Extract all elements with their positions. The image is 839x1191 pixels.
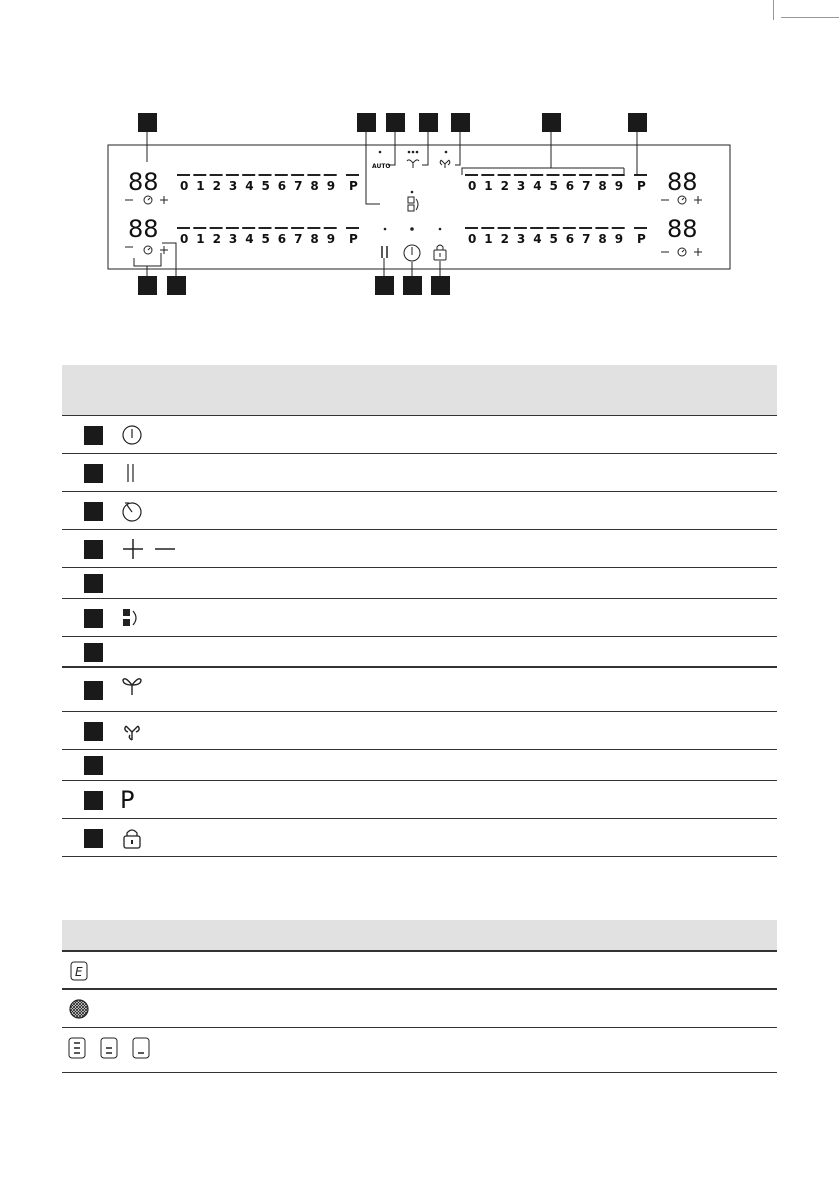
control-table-header	[62, 365, 777, 416]
bridge-led	[411, 191, 414, 194]
power-level-key[interactable]: 6	[277, 232, 287, 246]
power-level-key[interactable]: 5	[549, 179, 558, 193]
power-level-key[interactable]: 8	[310, 179, 319, 193]
callout-box	[542, 113, 561, 132]
bridge-icon	[120, 606, 144, 630]
callout-box	[138, 113, 157, 132]
number-box	[84, 643, 103, 662]
power-level-key[interactable]: 2	[212, 179, 221, 193]
lock-icon[interactable]	[434, 245, 446, 260]
power-level-key[interactable]: 8	[598, 232, 607, 246]
callout-box	[167, 276, 186, 295]
number-box	[84, 681, 103, 700]
power-level-key[interactable]: 4	[533, 232, 542, 246]
fan-manual-icon	[120, 719, 144, 743]
heat-level-bars-icon	[68, 1036, 158, 1060]
power-level-key[interactable]: 3	[228, 179, 238, 193]
table-row	[62, 454, 777, 492]
number-box	[84, 609, 103, 628]
table-row	[62, 492, 777, 530]
pause-icon	[120, 461, 144, 485]
table-row	[62, 637, 777, 668]
callout-box	[431, 276, 450, 295]
power-level-key[interactable]: 7	[582, 232, 591, 246]
power-level-key[interactable]: 6	[565, 232, 575, 246]
callout-box	[375, 276, 394, 295]
number-box	[84, 426, 103, 445]
power-level-key[interactable]: 1	[196, 232, 205, 246]
pause-led	[384, 228, 387, 231]
fan-manual-led	[445, 151, 448, 154]
power-level-key[interactable]: 9	[326, 179, 336, 193]
power-level-key[interactable]: 7	[294, 179, 303, 193]
table-row	[62, 781, 777, 819]
lock-icon	[120, 826, 144, 850]
table-row	[62, 712, 777, 750]
callout-box	[419, 113, 438, 132]
bridge-icon[interactable]	[408, 197, 418, 211]
power-level-key[interactable]: 6	[565, 179, 575, 193]
power-level-key[interactable]: 3	[516, 179, 526, 193]
left-bottom-display: 88	[128, 215, 159, 243]
fan-icon[interactable]	[407, 160, 419, 168]
power-boost-key[interactable]: P	[349, 232, 358, 246]
table-row	[62, 1028, 777, 1073]
auto-led	[379, 151, 382, 154]
power-level-key[interactable]: 1	[484, 232, 493, 246]
fan-icon	[120, 673, 144, 699]
power-boost-label: P	[120, 786, 135, 814]
power-level-key[interactable]: 8	[598, 179, 607, 193]
power-level-key[interactable]: 5	[261, 232, 270, 246]
power-level-key[interactable]: 4	[245, 179, 254, 193]
table-row	[62, 952, 777, 990]
table-row	[62, 990, 777, 1028]
power-level-key[interactable]: 7	[582, 179, 591, 193]
on-off-icon	[120, 423, 144, 447]
power-level-key[interactable]: 9	[614, 232, 624, 246]
callout-box	[628, 113, 647, 132]
power-level-key[interactable]: 2	[500, 179, 509, 193]
power-level-key[interactable]: 2	[500, 232, 509, 246]
power-boost-key[interactable]: P	[637, 232, 646, 246]
table-row	[62, 750, 777, 781]
table-row	[62, 599, 777, 637]
right-top-display: 88	[667, 168, 698, 196]
number-box	[84, 791, 103, 810]
fan-manual-icon[interactable]	[440, 160, 450, 168]
power-level-key[interactable]: 9	[326, 232, 336, 246]
on-off-icon[interactable]	[404, 245, 420, 261]
power-level-key[interactable]: 2	[212, 232, 221, 246]
power-level-key[interactable]: 5	[261, 179, 270, 193]
power-level-key[interactable]: 0	[180, 232, 189, 246]
power-led	[410, 227, 414, 231]
left-top-display: 88	[128, 168, 159, 196]
power-level-key[interactable]: 0	[468, 232, 477, 246]
number-box	[84, 829, 103, 848]
power-level-key[interactable]: 4	[245, 232, 254, 246]
power-boost-key[interactable]: P	[637, 179, 646, 193]
lock-led	[439, 228, 442, 231]
right-bottom-display: 88	[667, 215, 698, 243]
callout-box	[386, 113, 405, 132]
power-level-key[interactable]: 0	[468, 179, 477, 193]
power-level-key[interactable]: 8	[310, 232, 319, 246]
display-table	[62, 920, 777, 1073]
number-box	[84, 722, 103, 741]
power-level-key[interactable]: 0	[180, 179, 189, 193]
power-level-key[interactable]: 5	[549, 232, 558, 246]
power-level-key[interactable]: 6	[277, 179, 287, 193]
number-box	[84, 756, 103, 775]
power-level-key[interactable]: 4	[533, 179, 542, 193]
table-row	[62, 530, 777, 568]
auto-label[interactable]: AUTO	[372, 163, 391, 170]
power-level-key[interactable]: 1	[484, 179, 493, 193]
number-box	[84, 574, 103, 593]
leader-lines	[134, 132, 637, 276]
power-level-key[interactable]: 3	[516, 232, 526, 246]
number-box	[84, 464, 103, 483]
number-box	[84, 540, 103, 559]
table-row	[62, 416, 777, 454]
power-boost-key[interactable]: P	[349, 179, 358, 193]
plus-minus-icon	[120, 537, 180, 561]
power-level-key[interactable]: 1	[196, 179, 205, 193]
fan-auto-leds	[408, 151, 419, 154]
power-level-key[interactable]: 7	[294, 232, 303, 246]
table-row	[62, 668, 777, 712]
table-row	[62, 568, 777, 599]
power-level-key[interactable]: 9	[614, 179, 624, 193]
timer-icon	[120, 499, 144, 523]
display-table-header	[62, 920, 777, 952]
pause-icon[interactable]	[382, 246, 387, 258]
callout-box	[138, 276, 157, 295]
control-panel-diagram	[0, 0, 839, 310]
svg-text:E: E	[75, 965, 83, 979]
number-box	[84, 502, 103, 521]
error-e-icon	[68, 960, 90, 982]
callout-box	[451, 113, 470, 132]
power-level-key[interactable]: 3	[228, 232, 238, 246]
residual-heat-grid-icon	[68, 998, 90, 1020]
control-table	[62, 365, 777, 857]
callout-box	[403, 276, 422, 295]
callout-box	[357, 113, 376, 132]
table-row	[62, 819, 777, 857]
